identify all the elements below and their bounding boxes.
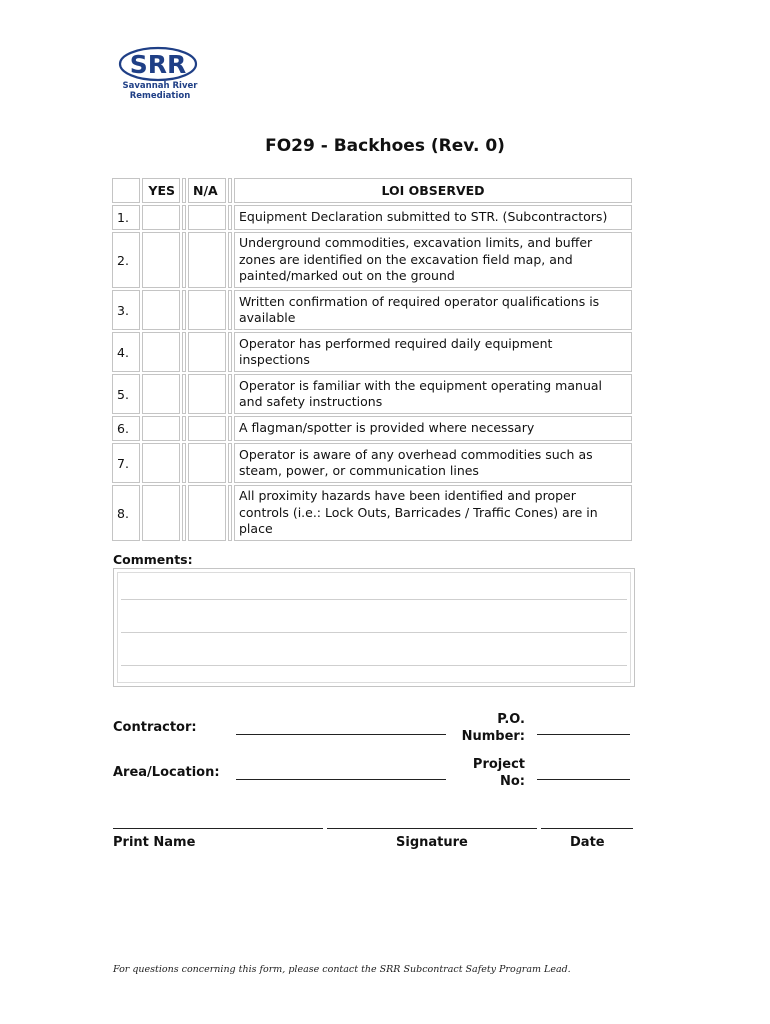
print-name-field[interactable] (113, 828, 323, 829)
po-number-label (455, 712, 525, 745)
loi-item-text: Operator is familiar with the equipment operating manual and safety instructions (234, 374, 632, 414)
table-row (112, 443, 632, 483)
row-number: 5. (112, 374, 140, 414)
yes-checkbox-cell[interactable] (142, 232, 180, 288)
comments-line (121, 632, 627, 633)
header-gap-2 (228, 178, 232, 203)
cell-gap (228, 443, 232, 483)
na-checkbox-cell[interactable] (188, 374, 226, 414)
cell-gap (228, 290, 232, 330)
cell-gap (182, 374, 186, 414)
po-label-line-1: P.O. (497, 712, 525, 727)
cell-gap (182, 290, 186, 330)
yes-checkbox-cell[interactable] (142, 205, 180, 230)
srr-logo-mark (118, 44, 202, 82)
cell-gap (182, 205, 186, 230)
yes-checkbox-cell[interactable] (142, 374, 180, 414)
cell-gap (228, 374, 232, 414)
signature-label: Signature (396, 835, 468, 850)
header-gap-1 (182, 178, 186, 203)
cell-gap (228, 232, 232, 288)
table-row (112, 332, 632, 372)
loi-checklist-table (110, 176, 634, 543)
comments-line (121, 665, 627, 666)
logo-line-2: Remediation (129, 91, 191, 101)
table-header-row (112, 178, 632, 203)
footer-note: For questions concerning this form, please contact the SRR Subcontract Safety Program Lead. (113, 964, 571, 975)
yes-checkbox-cell[interactable] (142, 485, 180, 541)
cell-gap (182, 485, 186, 541)
na-checkbox-cell[interactable] (188, 485, 226, 541)
na-checkbox-cell[interactable] (188, 443, 226, 483)
yes-checkbox-cell[interactable] (142, 416, 180, 441)
yes-checkbox-cell[interactable] (142, 332, 180, 372)
yes-checkbox-cell[interactable] (142, 443, 180, 483)
table-row (112, 205, 632, 230)
header-num (112, 178, 140, 203)
loi-item-text: Underground commodities, excavation limits, and buffer zones are identified on the excavation field map, and painted/marked out on the ground (234, 232, 632, 288)
table-row (112, 374, 632, 414)
na-checkbox-cell[interactable] (188, 290, 226, 330)
row-number: 2. (112, 232, 140, 288)
header-yes: YES (142, 178, 180, 203)
project-number-field[interactable] (537, 779, 630, 780)
row-number: 7. (112, 443, 140, 483)
loi-item-text: Operator is aware of any overhead commodities such as steam, power, or communication lines (234, 443, 632, 483)
srr-logo (118, 44, 202, 104)
na-checkbox-cell[interactable] (188, 205, 226, 230)
table-row (112, 232, 632, 288)
logo-line-1: Savannah River (122, 81, 198, 91)
comments-label: Comments: (113, 552, 193, 567)
date-label: Date (570, 835, 605, 850)
header-na: N/A (188, 178, 226, 203)
row-number: 8. (112, 485, 140, 541)
cell-gap (182, 332, 186, 372)
yes-checkbox-cell[interactable] (142, 290, 180, 330)
logo-mark-text: SRR (129, 50, 187, 79)
project-label-line-1: Project (472, 757, 525, 772)
loi-item-text: Equipment Declaration submitted to STR. (Subcontractors) (234, 205, 632, 230)
table-row (112, 416, 632, 441)
cell-gap (182, 443, 186, 483)
header-loi-observed: LOI OBSERVED (234, 178, 632, 203)
po-number-field[interactable] (537, 734, 630, 735)
logo-subtitle (118, 81, 202, 101)
row-number: 1. (112, 205, 140, 230)
contractor-label: Contractor: (113, 720, 197, 735)
cell-gap (182, 416, 186, 441)
comments-field[interactable] (113, 568, 635, 687)
contractor-field[interactable] (236, 734, 446, 735)
na-checkbox-cell[interactable] (188, 232, 226, 288)
area-location-label: Area/Location: (113, 765, 220, 780)
cell-gap (228, 332, 232, 372)
cell-gap (228, 416, 232, 441)
project-label-line-2: No: (499, 773, 525, 789)
na-checkbox-cell[interactable] (188, 332, 226, 372)
print-name-label: Print Name (113, 835, 196, 850)
comments-line (121, 599, 627, 600)
signature-field[interactable] (327, 828, 537, 829)
project-number-label (455, 757, 525, 790)
loi-item-text: All proximity hazards have been identified and proper controls (i.e.: Lock Outs, Barricades / Traffic Cones) are in place (234, 485, 632, 541)
po-label-line-2: Number: (461, 728, 525, 744)
na-checkbox-cell[interactable] (188, 416, 226, 441)
area-location-field[interactable] (236, 779, 446, 780)
cell-gap (182, 232, 186, 288)
row-number: 6. (112, 416, 140, 441)
comments-inner-frame (117, 572, 631, 683)
date-field[interactable] (541, 828, 633, 829)
loi-item-text: Operator has performed required daily equipment inspections (234, 332, 632, 372)
table-row (112, 485, 632, 541)
loi-item-text: A flagman/spotter is provided where necessary (234, 416, 632, 441)
page-title: FO29 - Backhoes (Rev. 0) (265, 136, 505, 156)
cell-gap (228, 485, 232, 541)
table-row (112, 290, 632, 330)
cell-gap (228, 205, 232, 230)
row-number: 4. (112, 332, 140, 372)
row-number: 3. (112, 290, 140, 330)
loi-item-text: Written confirmation of required operator qualifications is available (234, 290, 632, 330)
